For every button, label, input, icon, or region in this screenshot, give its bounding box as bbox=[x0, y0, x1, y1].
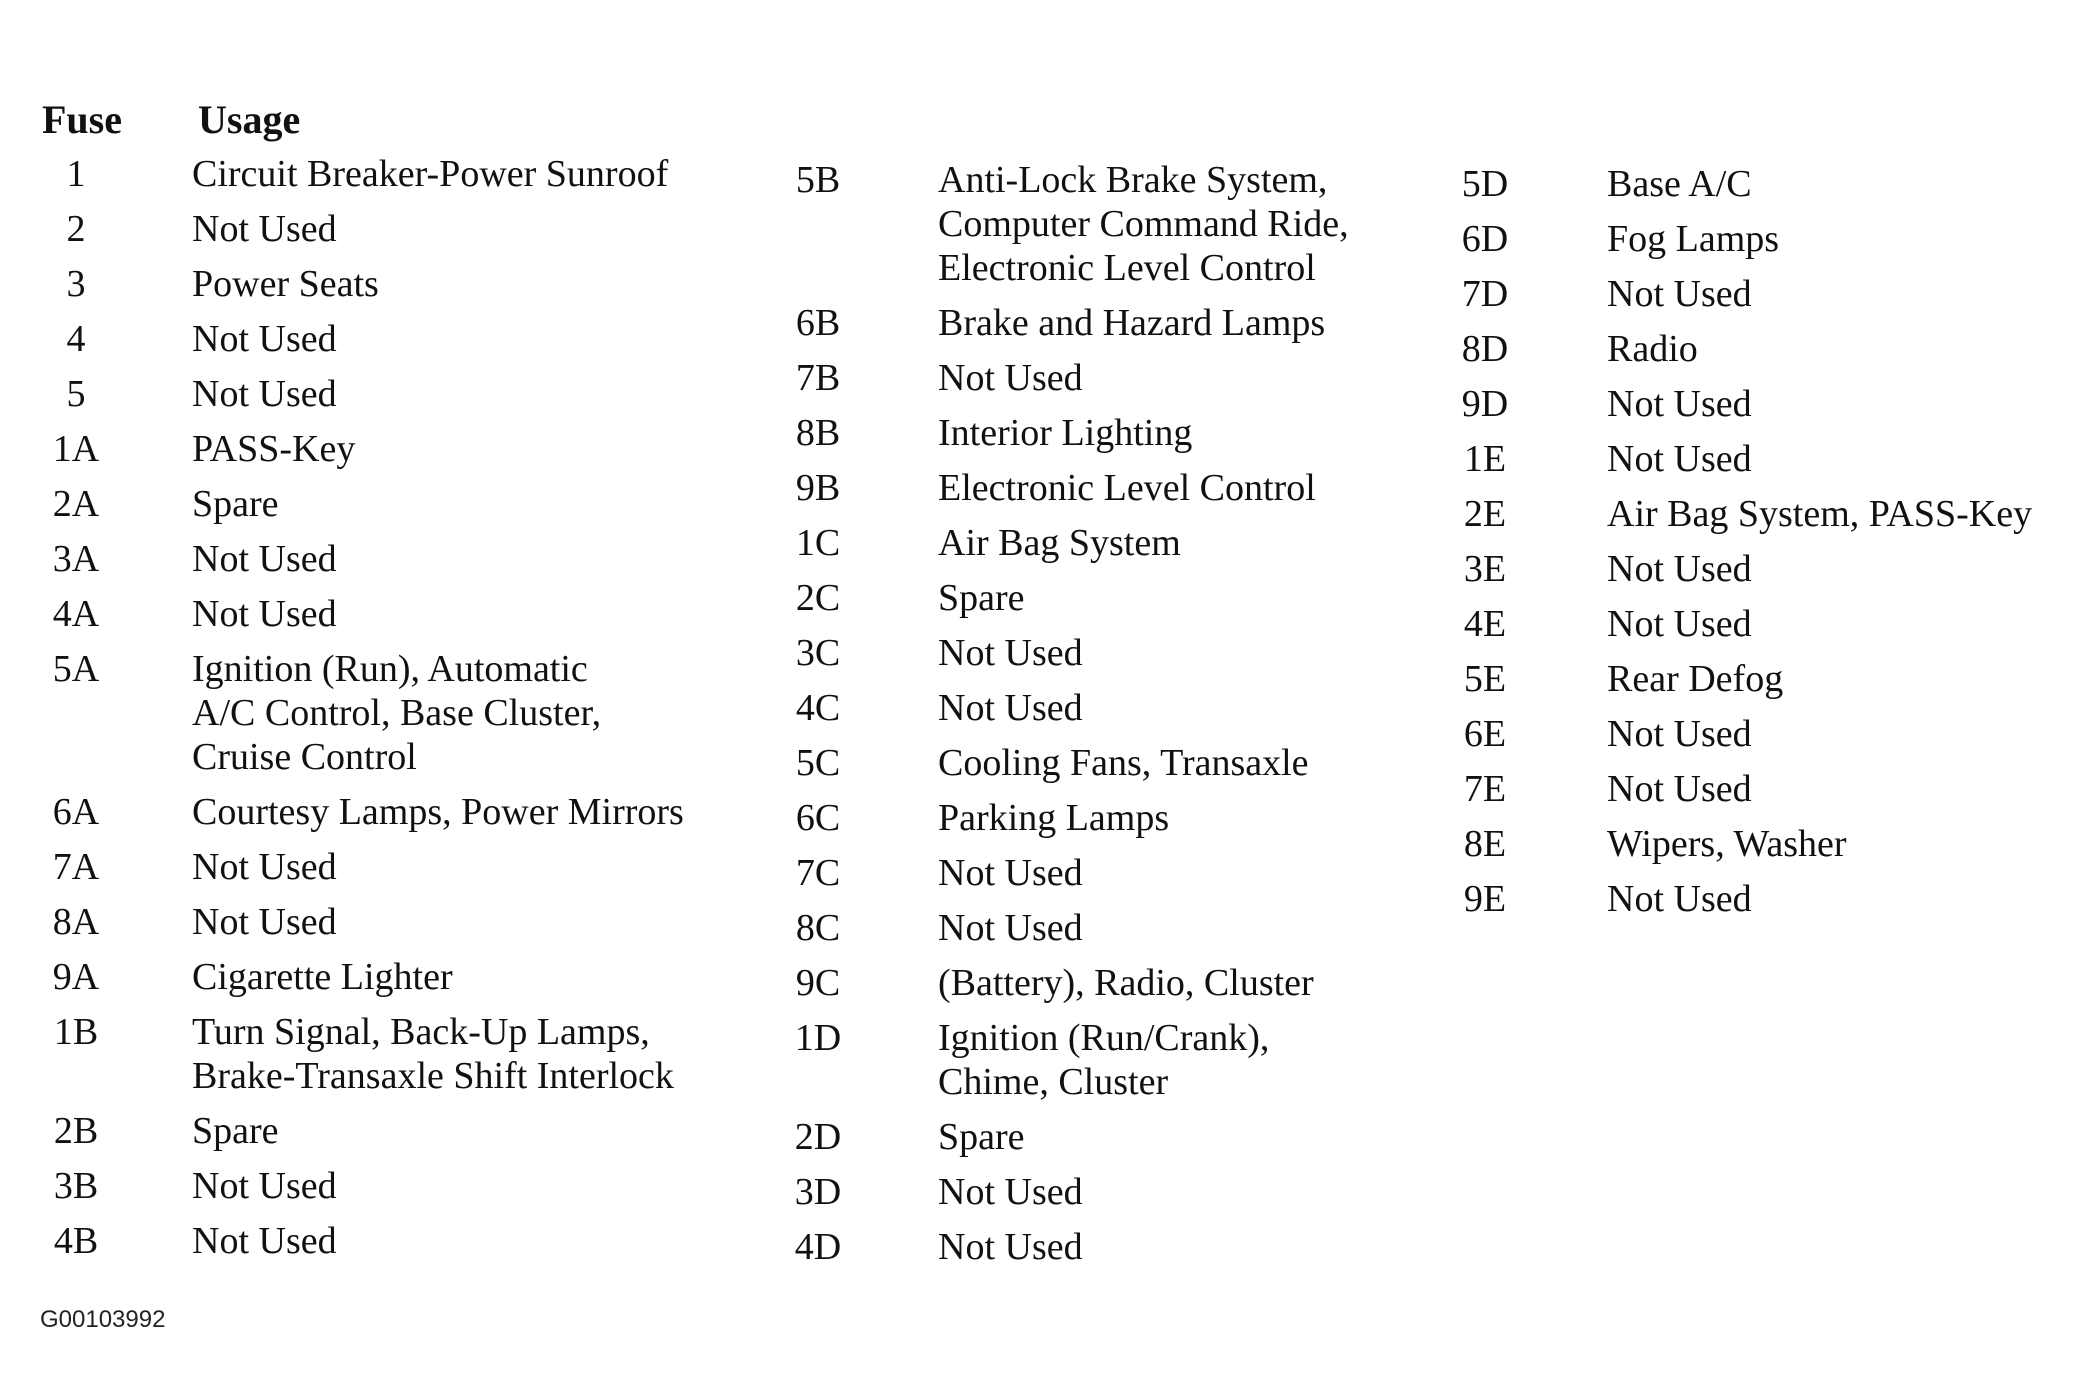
fuse-usage bbox=[192, 955, 453, 999]
fuse-usage bbox=[192, 1010, 674, 1098]
fuse-usage-line: Not Used bbox=[1607, 768, 1752, 810]
fuse-usage bbox=[938, 796, 1169, 840]
fuse-usage bbox=[938, 576, 1025, 620]
fuse-usage bbox=[192, 900, 337, 944]
fuse-number: 7E bbox=[1463, 768, 1507, 810]
fuse-usage-line: Not Used bbox=[938, 357, 1083, 399]
fuse-usage-line: Spare bbox=[938, 1116, 1025, 1158]
fuse-row bbox=[36, 262, 736, 306]
fuse-usage-line: Electronic Level Control bbox=[938, 247, 1316, 289]
fuse-usage-line: Chime, Cluster bbox=[938, 1061, 1169, 1103]
fuse-row bbox=[36, 900, 736, 944]
fuse-usage bbox=[938, 158, 1349, 290]
fuse-usage-line: Not Used bbox=[1607, 383, 1752, 425]
fuse-row bbox=[36, 482, 736, 526]
fuse-number: 1 bbox=[66, 153, 86, 195]
fuse-number: 8A bbox=[52, 901, 100, 943]
fuse-usage-line: Not Used bbox=[192, 318, 337, 360]
fuse-row bbox=[1455, 272, 2075, 316]
fuse-usage-line: Turn Signal, Back-Up Lamps, bbox=[192, 1011, 650, 1053]
fuse-row bbox=[788, 796, 1428, 840]
fuse-usage-line: Not Used bbox=[192, 1220, 337, 1262]
fuse-usage-line: Rear Defog bbox=[1607, 658, 1784, 700]
fuse-number: 4C bbox=[795, 687, 841, 729]
fuse-number: 1A bbox=[52, 428, 100, 470]
fuse-number: 2 bbox=[66, 208, 86, 250]
fuse-usage-line: Not Used bbox=[192, 373, 337, 415]
fuse-number: 9E bbox=[1463, 878, 1507, 920]
fuse-usage bbox=[938, 356, 1083, 400]
fuse-usage-line: Spare bbox=[938, 577, 1025, 619]
fuse-usage bbox=[938, 466, 1316, 510]
fuse-usage-line: Cooling Fans, Transaxle bbox=[938, 742, 1309, 784]
fuse-usage-line: Spare bbox=[192, 1110, 279, 1152]
fuse-number: 1D bbox=[794, 1017, 842, 1059]
fuse-usage-line: Brake and Hazard Lamps bbox=[938, 302, 1326, 344]
fuse-usage bbox=[1607, 437, 1752, 481]
fuse-usage-line: Wipers, Washer bbox=[1607, 823, 1847, 865]
fuse-row bbox=[788, 466, 1428, 510]
fuse-usage bbox=[938, 906, 1083, 950]
fuse-row bbox=[36, 647, 736, 779]
fuse-number: 6D bbox=[1461, 218, 1509, 260]
fuse-usage bbox=[192, 845, 337, 889]
fuse-number: 3D bbox=[794, 1171, 842, 1213]
fuse-number: 6B bbox=[795, 302, 841, 344]
fuse-usage bbox=[1607, 327, 1698, 371]
fuse-row bbox=[36, 372, 736, 416]
fuse-number: 9C bbox=[795, 962, 841, 1004]
fuse-usage bbox=[192, 592, 337, 636]
fuse-usage-line: PASS-Key bbox=[192, 428, 356, 470]
fuse-row bbox=[36, 427, 736, 471]
fuse-number: 9A bbox=[52, 956, 100, 998]
fuse-usage-line: Not Used bbox=[1607, 603, 1752, 645]
fuse-row bbox=[36, 537, 736, 581]
fuse-row bbox=[1455, 822, 2075, 866]
fuse-number: 8D bbox=[1461, 328, 1509, 370]
fuse-usage-line: Power Seats bbox=[192, 263, 379, 305]
fuse-usage-line: Not Used bbox=[192, 901, 337, 943]
fuse-usage-line: Not Used bbox=[1607, 273, 1752, 315]
fuse-number: 5B bbox=[795, 159, 841, 201]
fuse-usage-line: Interior Lighting bbox=[938, 412, 1193, 454]
fuse-usage bbox=[938, 1016, 1269, 1104]
fuse-row bbox=[36, 955, 736, 999]
fuse-column-2 bbox=[788, 158, 1428, 1280]
fuse-row bbox=[788, 1115, 1428, 1159]
fuse-number: 7B bbox=[795, 357, 841, 399]
fuse-number: 1B bbox=[53, 1011, 99, 1053]
fuse-usage bbox=[192, 647, 601, 779]
fuse-number: 2E bbox=[1463, 493, 1507, 535]
fuse-number: 3C bbox=[795, 632, 841, 674]
fuse-usage-line: (Battery), Radio, Cluster bbox=[938, 962, 1314, 1004]
fuse-usage-line: Cruise Control bbox=[192, 736, 417, 778]
fuse-row bbox=[1455, 382, 2075, 426]
fuse-usage bbox=[1607, 382, 1752, 426]
fuse-number: 1E bbox=[1463, 438, 1507, 480]
fuse-number: 3B bbox=[53, 1165, 99, 1207]
fuse-row bbox=[36, 1219, 736, 1263]
fuse-usage-line: Cigarette Lighter bbox=[192, 956, 453, 998]
fuse-row bbox=[1455, 217, 2075, 261]
fuse-number: 4D bbox=[794, 1226, 842, 1268]
fuse-usage-line: Air Bag System bbox=[938, 522, 1181, 564]
fuse-usage-line: Electronic Level Control bbox=[938, 467, 1316, 509]
fuse-usage-line: Not Used bbox=[192, 846, 337, 888]
fuse-usage-line: Air Bag System, PASS-Key bbox=[1607, 493, 2033, 535]
fuse-usage-line: Not Used bbox=[192, 593, 337, 635]
fuse-number: 2B bbox=[53, 1110, 99, 1152]
fuse-usage bbox=[938, 1115, 1025, 1159]
fuse-row bbox=[1455, 767, 2075, 811]
fuse-row bbox=[36, 1164, 736, 1208]
fuse-number: 9D bbox=[1461, 383, 1509, 425]
fuse-row bbox=[788, 521, 1428, 565]
fuse-number: 1C bbox=[795, 522, 841, 564]
fuse-column-1 bbox=[36, 152, 736, 1274]
fuse-number: 4 bbox=[66, 318, 86, 360]
fuse-row bbox=[788, 631, 1428, 675]
fuse-number: 7C bbox=[795, 852, 841, 894]
fuse-number: 8E bbox=[1463, 823, 1507, 865]
fuse-row bbox=[788, 411, 1428, 455]
fuse-usage bbox=[192, 317, 337, 361]
fuse-usage bbox=[192, 372, 337, 416]
fuse-row bbox=[36, 152, 736, 196]
fuse-row bbox=[36, 207, 736, 251]
fuse-row bbox=[788, 851, 1428, 895]
fuse-row bbox=[788, 1016, 1428, 1104]
fuse-usage bbox=[1607, 822, 1847, 866]
fuse-usage-line: Radio bbox=[1607, 328, 1698, 370]
fuse-number: 4A bbox=[52, 593, 100, 635]
fuse-column-3 bbox=[1455, 162, 2075, 932]
fuse-row bbox=[788, 576, 1428, 620]
fuse-row bbox=[1455, 877, 2075, 921]
fuse-usage-line: Not Used bbox=[938, 632, 1083, 674]
fuse-usage-line: Brake-Transaxle Shift Interlock bbox=[192, 1055, 674, 1097]
fuse-usage-line: A/C Control, Base Cluster, bbox=[192, 692, 602, 734]
fuse-row bbox=[36, 1010, 736, 1098]
fuse-row bbox=[1455, 602, 2075, 646]
usage-column-heading: Usage bbox=[198, 97, 301, 142]
fuse-usage-line: Circuit Breaker-Power Sunroof bbox=[192, 153, 669, 195]
fuse-row bbox=[788, 158, 1428, 290]
fuse-row bbox=[36, 845, 736, 889]
fuse-column-heading: Fuse bbox=[42, 97, 122, 142]
fuse-number: 2A bbox=[52, 483, 100, 525]
fuse-usage-line: Not Used bbox=[938, 1171, 1083, 1213]
fuse-usage bbox=[192, 1164, 337, 1208]
figure-code: G00103992 bbox=[40, 1306, 166, 1333]
fuse-usage bbox=[192, 1219, 337, 1263]
fuse-usage-line: Fog Lamps bbox=[1607, 218, 1780, 260]
fuse-usage-line: Parking Lamps bbox=[938, 797, 1170, 839]
fuse-number: 9B bbox=[795, 467, 841, 509]
fuse-usage bbox=[192, 152, 668, 196]
fuse-usage bbox=[938, 631, 1083, 675]
fuse-row bbox=[1455, 327, 2075, 371]
fuse-row bbox=[1455, 712, 2075, 756]
fuse-usage bbox=[938, 851, 1083, 895]
fuse-number: 2C bbox=[795, 577, 841, 619]
fuse-number: 7D bbox=[1461, 273, 1509, 315]
fuse-row bbox=[788, 686, 1428, 730]
fuse-row bbox=[1455, 437, 2075, 481]
fuse-usage-line: Base A/C bbox=[1607, 163, 1752, 205]
fuse-row bbox=[788, 741, 1428, 785]
fuse-usage-line: Courtesy Lamps, Power Mirrors bbox=[192, 791, 684, 833]
fuse-usage bbox=[192, 427, 355, 471]
fuse-usage-line: Ignition (Run/Crank), bbox=[938, 1017, 1270, 1059]
fuse-usage bbox=[938, 961, 1314, 1005]
fuse-usage bbox=[1607, 602, 1752, 646]
fuse-number: 5A bbox=[52, 648, 100, 690]
fuse-usage-line: Not Used bbox=[192, 538, 337, 580]
fuse-usage bbox=[1607, 712, 1752, 756]
fuse-usage-line: Not Used bbox=[938, 852, 1083, 894]
fuse-usage bbox=[938, 1170, 1083, 1214]
fuse-usage bbox=[1607, 162, 1752, 206]
fuse-usage-line: Anti-Lock Brake System, bbox=[938, 159, 1328, 201]
fuse-number: 4E bbox=[1463, 603, 1507, 645]
fuse-number: 5 bbox=[66, 373, 86, 415]
fuse-usage bbox=[1607, 767, 1752, 811]
fuse-number: 8C bbox=[795, 907, 841, 949]
fuse-usage bbox=[1607, 547, 1752, 591]
fuse-row bbox=[1455, 162, 2075, 206]
fuse-row bbox=[788, 356, 1428, 400]
fuse-row bbox=[36, 592, 736, 636]
fuse-row bbox=[788, 1170, 1428, 1214]
fuse-usage bbox=[192, 537, 337, 581]
fuse-usage bbox=[1607, 272, 1752, 316]
fuse-number: 4B bbox=[53, 1220, 99, 1262]
fuse-usage bbox=[192, 482, 279, 526]
fuse-usage bbox=[1607, 657, 1783, 701]
fuse-usage bbox=[192, 790, 684, 834]
fuse-row bbox=[788, 906, 1428, 950]
fuse-usage-line: Not Used bbox=[938, 687, 1083, 729]
fuse-usage-line: Not Used bbox=[1607, 878, 1752, 920]
fuse-usage bbox=[938, 411, 1192, 455]
fuse-row bbox=[1455, 547, 2075, 591]
fuse-number: 5D bbox=[1461, 163, 1509, 205]
fuse-row bbox=[36, 317, 736, 361]
fuse-usage bbox=[938, 301, 1325, 345]
fuse-usage bbox=[1607, 217, 1779, 261]
fuse-number: 6E bbox=[1463, 713, 1507, 755]
fuse-usage-line: Not Used bbox=[1607, 438, 1752, 480]
fuse-number: 5E bbox=[1463, 658, 1507, 700]
fuse-usage bbox=[192, 207, 337, 251]
fuse-number: 6C bbox=[795, 797, 841, 839]
fuse-number: 7A bbox=[52, 846, 100, 888]
fuse-usage-line: Not Used bbox=[938, 1226, 1083, 1268]
fuse-row bbox=[36, 1109, 736, 1153]
fuse-usage-line: Computer Command Ride, bbox=[938, 203, 1349, 245]
fuse-row bbox=[788, 301, 1428, 345]
fuse-usage-line: Spare bbox=[192, 483, 279, 525]
fuse-usage bbox=[1607, 877, 1752, 921]
fuse-number: 8B bbox=[795, 412, 841, 454]
fuse-row bbox=[788, 961, 1428, 1005]
fuse-number: 6A bbox=[52, 791, 100, 833]
fuse-row bbox=[788, 1225, 1428, 1269]
fuse-row bbox=[1455, 657, 2075, 701]
fuse-usage-line: Not Used bbox=[192, 1165, 337, 1207]
fuse-usage-line: Not Used bbox=[1607, 548, 1752, 590]
fuse-usage bbox=[938, 1225, 1083, 1269]
fuse-usage-line: Not Used bbox=[192, 208, 337, 250]
fuse-usage bbox=[938, 521, 1181, 565]
fuse-row bbox=[36, 790, 736, 834]
fuse-usage bbox=[1607, 492, 2032, 536]
fuse-number: 5C bbox=[795, 742, 841, 784]
fuse-row bbox=[1455, 492, 2075, 536]
fuse-usage-line: Not Used bbox=[938, 907, 1083, 949]
fuse-usage bbox=[938, 686, 1083, 730]
fuse-usage bbox=[192, 1109, 279, 1153]
fuse-usage bbox=[192, 262, 379, 306]
fuse-usage-line: Ignition (Run), Automatic bbox=[192, 648, 588, 690]
fuse-number: 2D bbox=[794, 1116, 842, 1158]
fuse-number: 3 bbox=[66, 263, 86, 305]
fuse-number: 3A bbox=[52, 538, 100, 580]
fuse-number: 3E bbox=[1463, 548, 1507, 590]
fuse-usage-line: Not Used bbox=[1607, 713, 1752, 755]
fuse-usage bbox=[938, 741, 1309, 785]
